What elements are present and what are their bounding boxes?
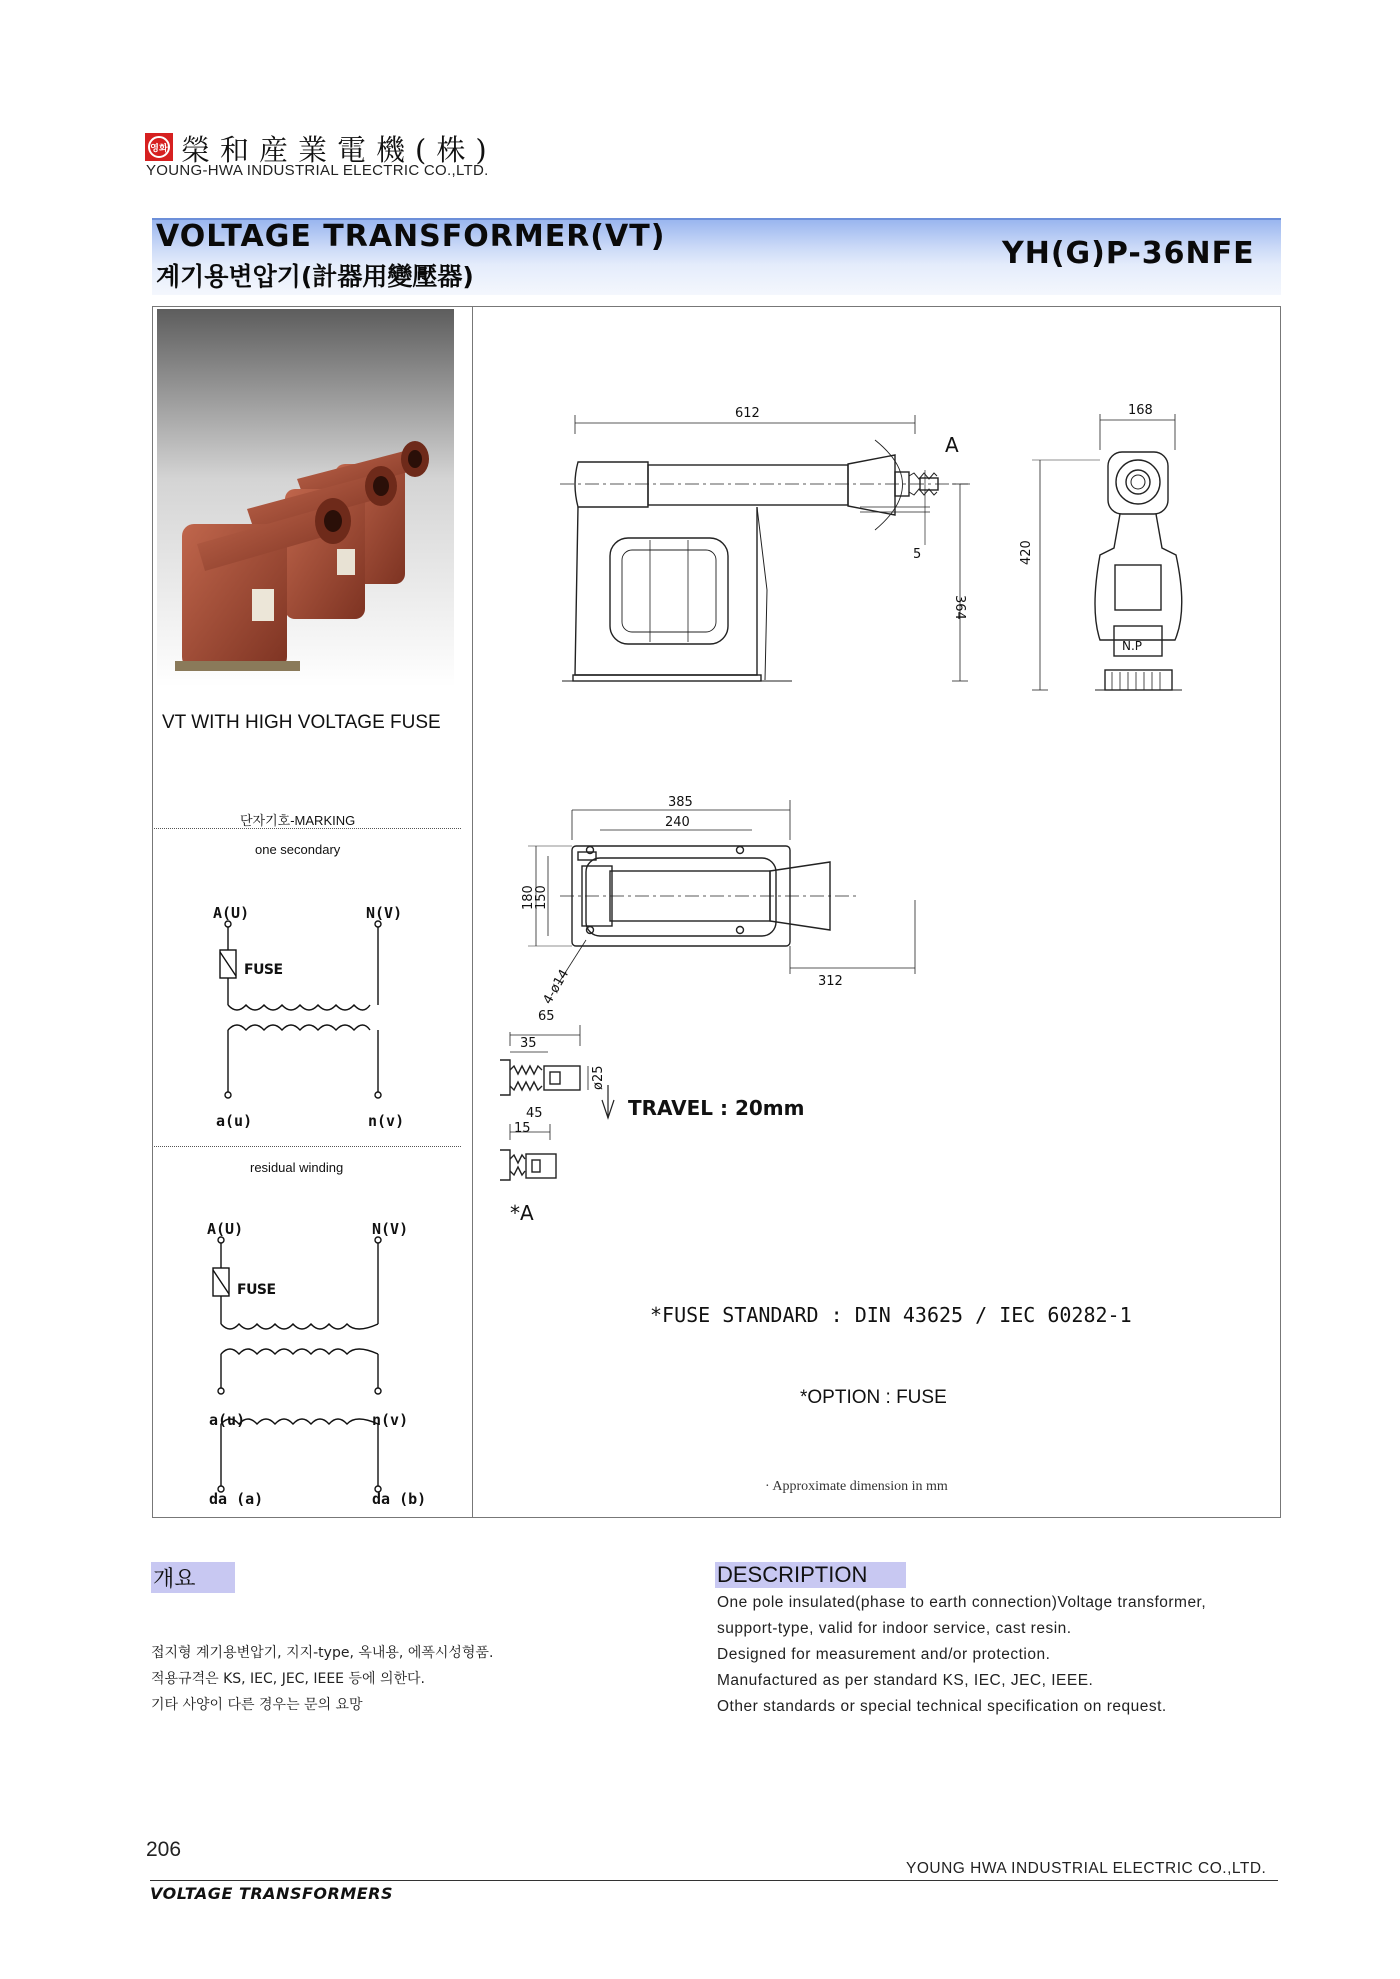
svg-text:240: 240 bbox=[665, 815, 690, 830]
terminal-primary-right: N(V) bbox=[366, 904, 403, 922]
description-line-5: Other standards or special technical specification on request. bbox=[717, 1698, 1167, 1715]
residual-divider bbox=[154, 1146, 461, 1147]
residual-winding-diagram bbox=[196, 1236, 409, 1496]
marking-title: 단자기호-MARKING bbox=[240, 813, 356, 828]
footer-company: YOUNG HWA INDUSTRIAL ELECTRIC CO.,LTD. bbox=[906, 1860, 1267, 1877]
one-secondary-label: one secondary bbox=[255, 842, 341, 857]
terminal-residual-primary-right: N(V) bbox=[372, 1220, 409, 1238]
overview-line-2: 적용규격은 KS, IEC, JEC, IEEE 등에 의한다. bbox=[151, 1671, 425, 1687]
svg-text:150: 150 bbox=[534, 885, 549, 910]
model-number: YH(G)P-36NFE bbox=[1002, 236, 1255, 271]
terminal-secondary-right: n(v) bbox=[368, 1112, 405, 1130]
front-view bbox=[560, 415, 970, 681]
overview-line-1: 접지형 계기용변압기, 지지-type, 옥내용, 에폭시성형품. bbox=[151, 1645, 494, 1661]
marking-divider bbox=[154, 828, 461, 829]
terminal-residual-secondary-right: n(v) bbox=[372, 1411, 409, 1429]
company-name-en: YOUNG-HWA INDUSTRIAL ELECTRIC CO.,LTD. bbox=[146, 162, 489, 179]
svg-text:364: 364 bbox=[952, 595, 967, 620]
dimension-drawing bbox=[500, 380, 1260, 1240]
fuse-standard-note: *FUSE STANDARD : DIN 43625 / IEC 60282-1 bbox=[650, 1303, 1132, 1327]
page-number: 206 bbox=[146, 1838, 182, 1861]
svg-text:180: 180 bbox=[521, 885, 536, 910]
description-line-2: support-type, valid for indoor service, cast resin. bbox=[717, 1620, 1072, 1637]
svg-text:45: 45 bbox=[526, 1106, 543, 1121]
title-korean: 계기용변압기(計器用變壓器) bbox=[156, 262, 474, 291]
terminal-residual-da-b: da (b) bbox=[372, 1490, 427, 1508]
svg-text:5: 5 bbox=[913, 547, 922, 562]
svg-text:4-ø14: 4-ø14 bbox=[540, 967, 573, 1007]
svg-text:N.P: N.P bbox=[1122, 639, 1143, 653]
footer-rule bbox=[150, 1880, 1278, 1881]
svg-text:ø25: ø25 bbox=[591, 1065, 606, 1090]
svg-text:385: 385 bbox=[668, 795, 693, 810]
overview-heading: 개요 bbox=[151, 1562, 235, 1593]
svg-text:A: A bbox=[945, 433, 959, 457]
plan-view bbox=[528, 800, 915, 984]
company-logo bbox=[145, 133, 173, 161]
overview-line-3: 기타 사양이 다른 경우는 문의 요망 bbox=[151, 1697, 363, 1713]
svg-text:420: 420 bbox=[1019, 540, 1034, 565]
one-secondary-diagram bbox=[200, 920, 410, 1100]
terminal-residual-secondary-left: a(u) bbox=[209, 1411, 246, 1429]
footer-category: VOLTAGE TRANSFORMERS bbox=[150, 1884, 394, 1903]
frame-divider bbox=[472, 306, 473, 1518]
description-line-1: One pole insulated(phase to earth connection)Voltage transformer, bbox=[717, 1594, 1207, 1611]
svg-text:*A: *A bbox=[510, 1201, 534, 1225]
residual-winding-label: residual winding bbox=[250, 1160, 344, 1175]
title-english: VOLTAGE TRANSFORMER(VT) bbox=[156, 219, 666, 254]
svg-text:312: 312 bbox=[818, 974, 843, 989]
svg-text:65: 65 bbox=[538, 1009, 555, 1024]
terminal-primary-left: A(U) bbox=[213, 904, 250, 922]
side-view bbox=[1032, 414, 1182, 690]
svg-text:35: 35 bbox=[520, 1036, 537, 1051]
fuse-detail bbox=[500, 1025, 614, 1180]
terminal-residual-primary-left: A(U) bbox=[207, 1220, 244, 1238]
svg-text:612: 612 bbox=[735, 406, 760, 421]
description-heading: DESCRIPTION bbox=[715, 1562, 906, 1588]
description-line-3: Designed for measurement and/or protection. bbox=[717, 1646, 1051, 1663]
svg-text:영화: 영화 bbox=[150, 144, 168, 154]
svg-text:TRAVEL : 20mm: TRAVEL : 20mm bbox=[628, 1096, 805, 1120]
svg-text:15: 15 bbox=[514, 1121, 531, 1136]
description-line-4: Manufactured as per standard KS, IEC, JEC, IEEE. bbox=[717, 1672, 1094, 1689]
company-name-cjk: 榮和産業電機(株) bbox=[181, 133, 497, 167]
approximate-dimension-note: · Approximate dimension in mm bbox=[765, 1479, 948, 1494]
terminal-secondary-left: a(u) bbox=[216, 1112, 253, 1130]
option-note: *OPTION : FUSE bbox=[800, 1387, 947, 1408]
terminal-residual-da-a: da (a) bbox=[209, 1490, 264, 1508]
product-photo bbox=[157, 309, 454, 687]
residual-fuse-label: FUSE bbox=[237, 1282, 276, 1298]
photo-caption: VT WITH HIGH VOLTAGE FUSE bbox=[162, 712, 441, 733]
fuse-label: FUSE bbox=[244, 962, 283, 978]
svg-text:168: 168 bbox=[1128, 403, 1153, 418]
